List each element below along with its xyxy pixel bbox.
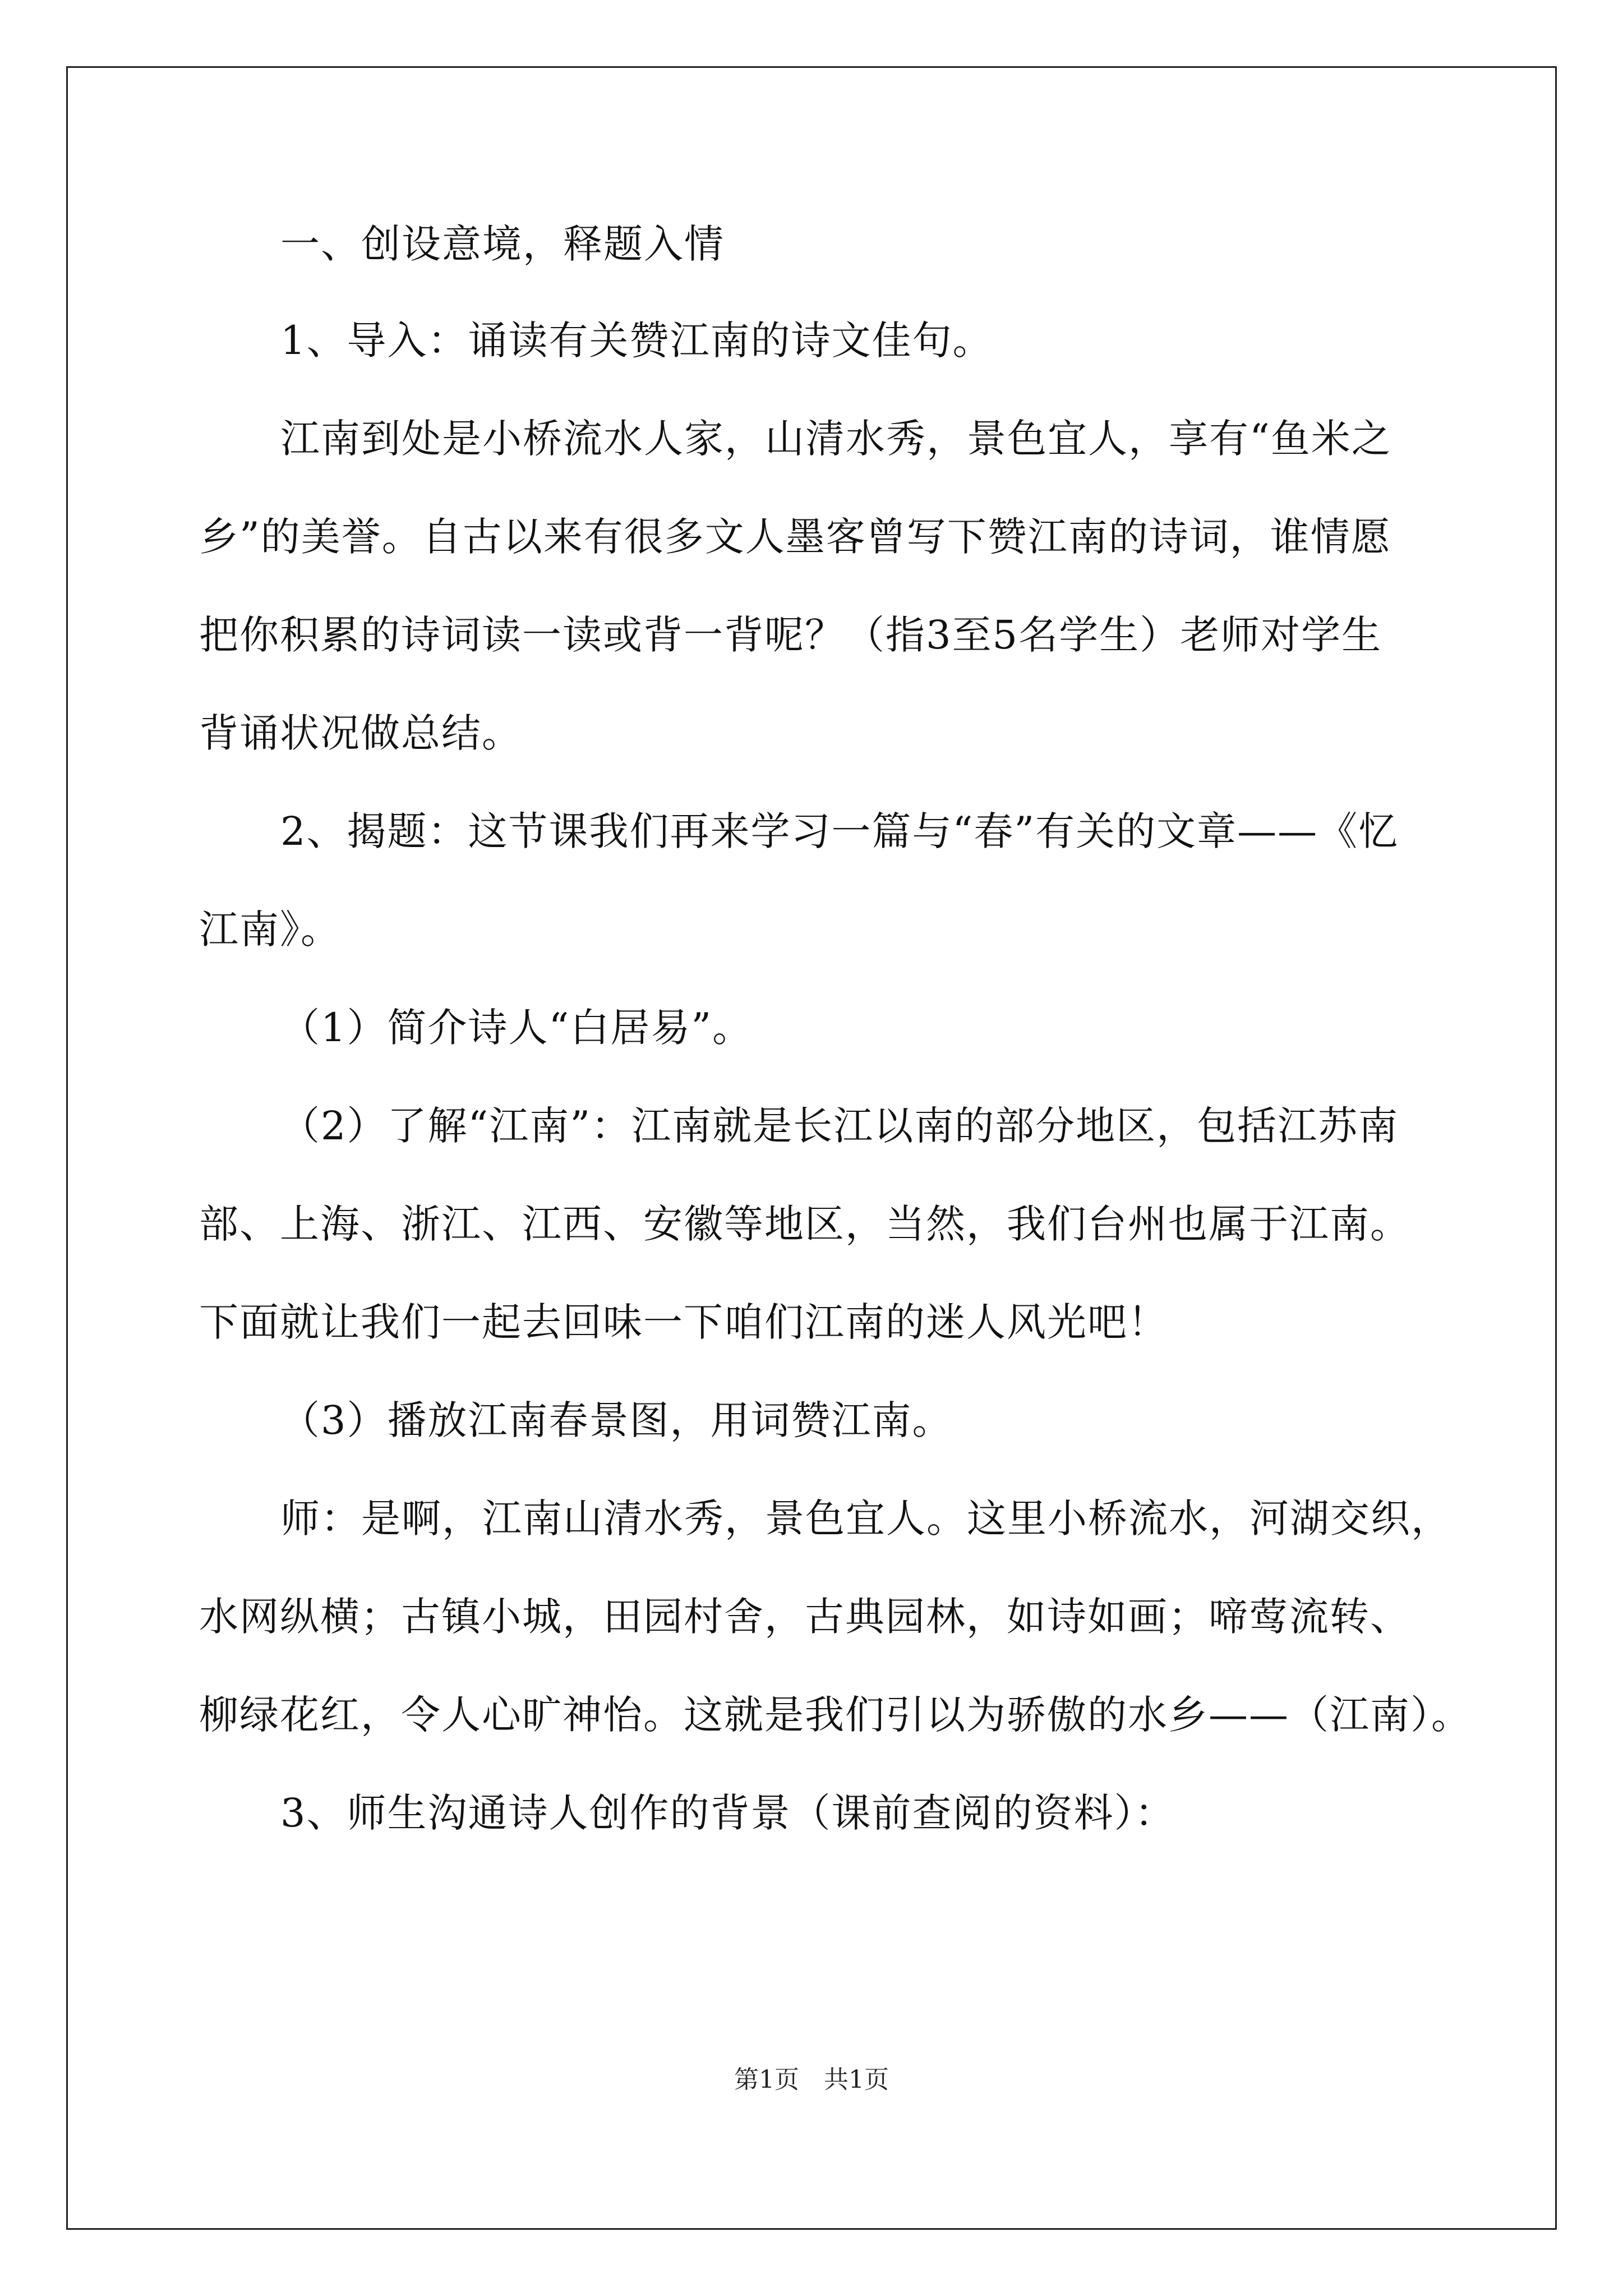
paragraph-line: 部、上海、浙江、江西、安徽等地区，当然，我们台州也属于江南。 [199, 1201, 1410, 1247]
paragraph-line: 乡”的美誉。自古以来有很多文人墨客曾写下赞江南的诗词，谁情愿 [199, 514, 1391, 560]
paragraph-line: 下面就让我们一起去回味一下咱们江南的迷人风光吧！ [199, 1299, 1168, 1345]
paragraph-line: 水网纵横；古镇小城，田园村舍，古典园林，如诗如画；啼莺流转、 [199, 1594, 1410, 1640]
paragraph-line: （3）播放江南春景图，用词赞江南。 [280, 1397, 953, 1443]
paragraph-line: 3、师生沟通诗人创作的背景（课前查阅的资料）： [280, 1790, 1175, 1836]
paragraph-line: （2）了解“江南”：江南就是长江以南的部分地区，包括江苏南 [280, 1103, 1399, 1149]
paragraph-line: 一、创设意境，释题入情 [280, 221, 725, 267]
paragraph-line: 江南》。 [199, 907, 341, 953]
paragraph-line: （1）简介诗人“白居易”。 [280, 1005, 753, 1051]
paragraph-line: 背诵状况做总结。 [199, 710, 522, 756]
paragraph-line: 2、揭题：这节课我们再来学习一篇与“春”有关的文章——《忆 [280, 808, 1399, 854]
paragraph-line: 江南到处是小桥流水人家，山清水秀，景色宜人，享有“鱼米之 [280, 416, 1392, 462]
page-footer: 第1页 共1页 [734, 2065, 889, 2094]
paragraph-line: 师：是啊，江南山清水秀，景色宜人。这里小桥流水，河湖交织， [280, 1496, 1451, 1542]
paragraph-line: 柳绿花红，令人心旷神怡。这就是我们引以为骄傲的水乡——（江南）。 [199, 1692, 1472, 1738]
paragraph-line: 1、导入：诵读有关赞江南的诗文佳句。 [280, 318, 993, 364]
paragraph-line: 把你积累的诗词读一读或背一背呢？（指3至5名学生）老师对学生 [199, 612, 1382, 658]
